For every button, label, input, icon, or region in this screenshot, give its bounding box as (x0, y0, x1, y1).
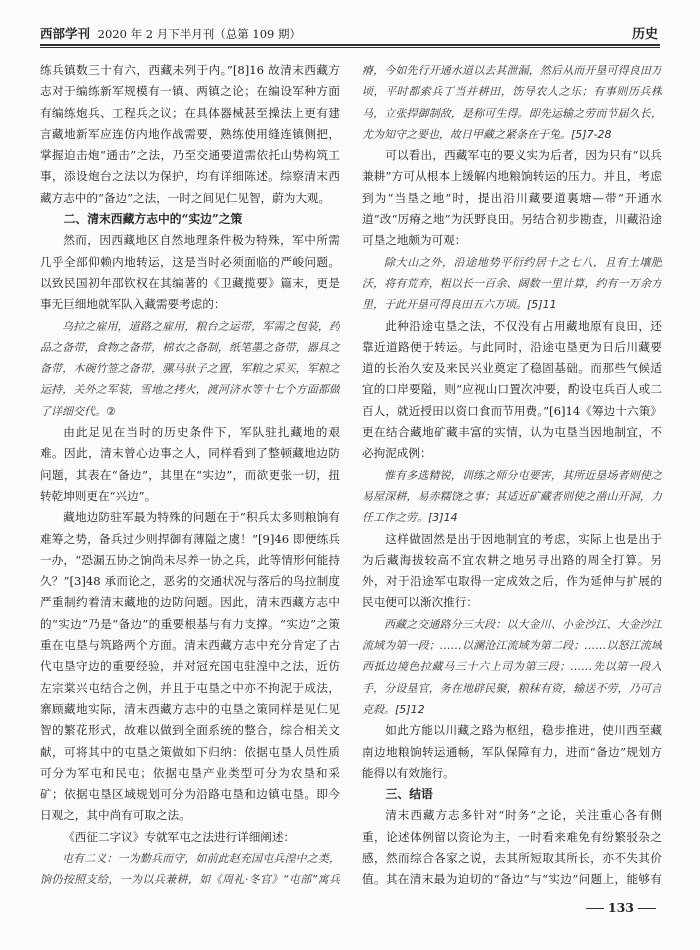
paragraph: 如此方能以川藏之路为枢纽，稳步推进，使川西至藏南边地粮饷转运通畅，军队保障有力，进而“备边”规划方能得以有效施行。 (362, 723, 662, 780)
section-label: 历史 (631, 27, 658, 42)
paragraph: 由此足见在当时的历史条件下，军队驻扎藏地的艰难。因此，清末曾心边事之人，同样看到了整顿藏地边防问题，其表在“备边”，其里在“实边”，而欲更张一切，扭转乾坤则更在“兴边”。 (40, 425, 340, 503)
header-rule (40, 44, 660, 46)
block-quote: 西藏之交通路分三大段：以大金川、小金沙江、大金沙江流域为第一段；……以澜沧江流域为第二段；……以怒江流域西抵边境色拉藏马三十六上司为第三段；……先以第一段入手，分设垦官，务在地辟民聚，粮秣有资，输送不劳，乃可言克殺。[5]12 (362, 617, 662, 716)
right-column (362, 60, 662, 895)
page-number: 133 (582, 900, 660, 915)
section-heading: 二、清末西藏方志中的“实边”之策 (63, 212, 243, 227)
header-rule-thin (40, 47, 660, 48)
section-heading: 三、结语 (385, 787, 433, 802)
block-quote: 屯有二义：一为勤兵而守，如前此赵充国屯兵湟中之类，饷仍按照支给，一为以兵兼耕，如《周礼·冬官》“屯部”寓兵 (40, 851, 340, 887)
paragraph: 此种沿途屯垦之法，不仅没有占用藏地原有良田，还靠近道路便于转运。与此同时，沿途屯垦更为日后川藏要道的长治久安及来民兴业奠定了稳固基础。而那些气候适宜的口岸要隘，则“应视山口置次冲要，酌设屯兵百人或二百人，就近授田以资口食而节用费。”[6]14《筹边十六策》更在结合藏地矿藏丰富的实情，认为屯垦当因地制宜，不必拘泥成例： (362, 318, 662, 461)
paragraph: 《西征二字议》专就军屯之法进行详细阐述： (63, 829, 296, 844)
paragraph: 清末西藏方志多针对“时务”之论，关注重心各有侧重，论述体例留以资论为主，一时看来难免有纷繁驳杂之感，然而综合各家之说，去其所短取其所长，亦不失其价值。其在清末最为迫切的“备边”与“实边”问题上，能够有 (362, 808, 662, 887)
issue-info: 2020 年 2 月下半月刊（总第 109 期） (97, 27, 301, 41)
block-quote: 除大山之外，沿途地势平衍约居十之七八，且有土壤肥沃，将有荒弃，粗以长一百余、阔数一里计算，约有一万余方里，于此开垦可得良田五六万顷。[5]11 (362, 255, 662, 312)
block-quote: 瘠，今如先行开通水道以去其泄漏，然后从而开垦可得良田万顷，平时都索兵丁当并耕田，饬导农人之乐；有事则历兵株马，立张捍御制敌，是称可生得。即先运输之劳而节届久长，尤为知守之要也，故日甲藏之紧条在于兔。[5]7-28 (362, 64, 662, 141)
paragraph: 然而，因西藏地区自然地理条件极为特殊，军中所需几乎全部仰赖内地转运，这是当时必须面临的严峻问题。以致民国初年邵钦权在其编著的《卫藏揽要》篇末，更是事无巨细地就军队入藏需要考虑的： (40, 233, 340, 312)
paragraph: 可以看出，西藏军屯的要义实为后者，因为只有“以兵兼耕”方可从根本上缓解内地粮饷转运的压力。并且，考虑到为“当垦之地”时，提出沿川藏要道裏塘—带“开通水道”改“厉瘠之地”为沃野良田。另结合初步勘查，川藏沿途可垦之地颇为可观： (362, 148, 662, 248)
block-quote: 乌拉之雇用，道路之雇用，粮台之运带，军需之包装，药品之备带，食物之备带，棉衣之备制，纸笔墨之备带，器具之备带，木碗竹签之备带，骡马驮子之置，军粮之采买，军粮之运持，关外之军装，雪地之拷火，渡河济水等十七个方面都做了详细交代。② (40, 319, 340, 418)
journal-info (40, 24, 301, 42)
paragraph: 这样做固然是出于因地制宜的考虑，实际上也是出于为后藏海拔较高不宜农耕之地另寻出路的周全打算。另外，对于沿途军屯取得一定成效之后，作为延伸与扩展的民屯便可以渐次推行： (362, 531, 662, 610)
paragraph: 藏地边防驻军最为特殊的问题在于“积兵太多则粮饷有难筹之势，备兵过少则捍御有薄隘之虞！”[9]46 即便练兵一办，“恐漏五协之饷尚未尽养一协之兵，此等情形何能持久？”[3]48 承而论之，恶劣的交通状况与落后的鸟拉制度严重制约着清末藏地的边防问题。因此，清末西藏方志中的“实边”乃是“备边”的重要根基与有力支撑。“实边”之策重在屯垦与筑路两个方面。清末西藏方志中充分肯定了古代屯垦守边的重要经验，并对冠充国屯驻湟中之法，近仿左宗棠兴屯结合之例，并且于屯垦之中亦不拘泥于成法，寨顾藏地实际，清末西藏方志中的屯垦之策同样是见仁见智的繁花形式，故难以做到全面系统的整合，综合相关文献，可将其中的屯垦之策做如下归纳：依据屯垦人员性质可分为军屯和民屯；依据屯垦产业类型可分为农垦和采矿；依据屯垦区域规划可分为沿路屯垦和边镇屯垦。即今日观之，其中尚有可取之法。 (40, 510, 340, 823)
page-header (40, 22, 660, 44)
journal-name: 西部学刊 (40, 26, 91, 41)
left-column (40, 60, 340, 895)
paragraph: 练兵镇数三十有六，西藏未列于内。”[8]16 故清末西藏方志对于编练新军规模有一镇、两镇之论；在编设军种方面有编练炮兵、工程兵之议；在具体器械甚至操法上更有建言藏地新军应连仿内地作战需要，熟练使用缝连镇侧把，掌握迫击炮“通击”之法，乃至交通要道需依托山势构筑工事，添设炮台之法以为保护，均有详细陈述。综察清末西藏方志中的“备边”之法，一时之间见仁见智，蔚为大观。 (40, 63, 340, 205)
block-quote: 惟有多选精锐，训练之师分屯要害，其所近垦场者则使之易屋深耕，易赤糯饶之事；其适近矿藏者则使之凿山开洞，力任工作之劳。[3]14 (362, 468, 662, 525)
